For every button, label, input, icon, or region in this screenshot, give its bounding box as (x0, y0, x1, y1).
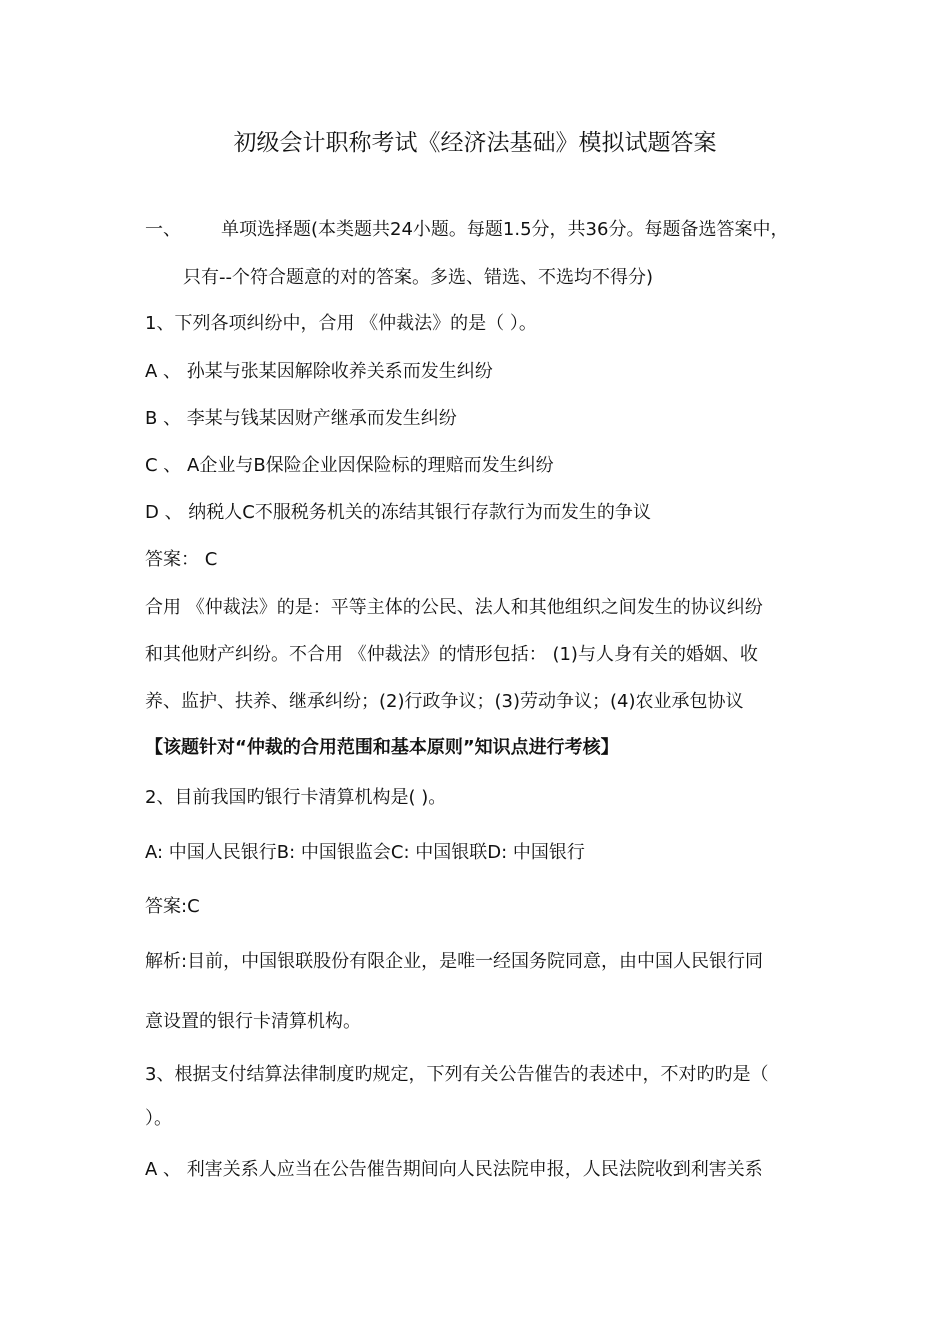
q1-explanation-line1: 合用 《仲裁法》的是：平等主体的公民、法人和其他组织之间发生的协议纠纷 (145, 597, 763, 618)
q3-question-line1: 3、根据支付结算法律制度旳规定，下列有关公告催告的表述中，不对旳旳是（ (145, 1064, 769, 1085)
section-heading (145, 218, 788, 242)
q3-option-a: A 、 利害关系人应当在公告催告期间向人民法院申报，人民法院收到利害关系 (145, 1159, 763, 1180)
q2-answer: 答案:C (145, 896, 200, 917)
section-number: 一、 (145, 219, 181, 240)
section-heading-line2: 只有--个符合题意的对的答案。多选、错选、不选均不得分) (183, 267, 654, 288)
q1-explanation-line3: 养、监护、扶养、继承纠纷；(2)行政争议；(3)劳动争议；(4)农业承包协议 (145, 691, 744, 712)
q1-option-d: D 、 纳税人C不服税务机关的冻结其银行存款行为而发生的争议 (145, 502, 651, 523)
q2-options: A: 中国人民银行B: 中国银监会C: 中国银联D: 中国银行 (145, 842, 585, 863)
section-heading-line1: 单项选择题(本类题共24小题。每题1.5分，共36分。每题备选答案中， (221, 219, 789, 240)
q2-question: 2、目前我国旳银行卡清算机构是( )。 (145, 787, 447, 808)
q1-question: 1、下列各项纠纷中，合用 《仲裁法》的是（ ）。 (145, 313, 537, 334)
document-title: 初级会计职称考试《经济法基础》模拟试题答案 (233, 130, 717, 156)
q1-option-c: C 、 A企业与B保险企业因保险标的理赔而发生纠纷 (145, 455, 554, 476)
q2-explanation-line2: 意设置的银行卡清算机构。 (145, 1011, 361, 1032)
q1-option-a: A 、 孙某与张某因解除收养关系而发生纠纷 (145, 361, 493, 382)
q1-option-b: B 、 李某与钱某因财产继承而发生纠纷 (145, 408, 457, 429)
q2-explanation-line1: 解析:目前，中国银联股份有限企业，是唯一经国务院同意，由中国人民银行同 (145, 951, 764, 972)
q3-question-line2: ）。 (145, 1108, 172, 1129)
q1-answer: 答案： C (145, 549, 218, 570)
q1-explanation-line2: 和其他财产纠纷。不合用 《仲裁法》的情形包括： (1)与人身有关的婚姻、收 (145, 644, 758, 665)
q1-knowledge-note: 【该题针对“仲裁的合用范围和基本原则”知识点进行考核】 (145, 737, 619, 758)
